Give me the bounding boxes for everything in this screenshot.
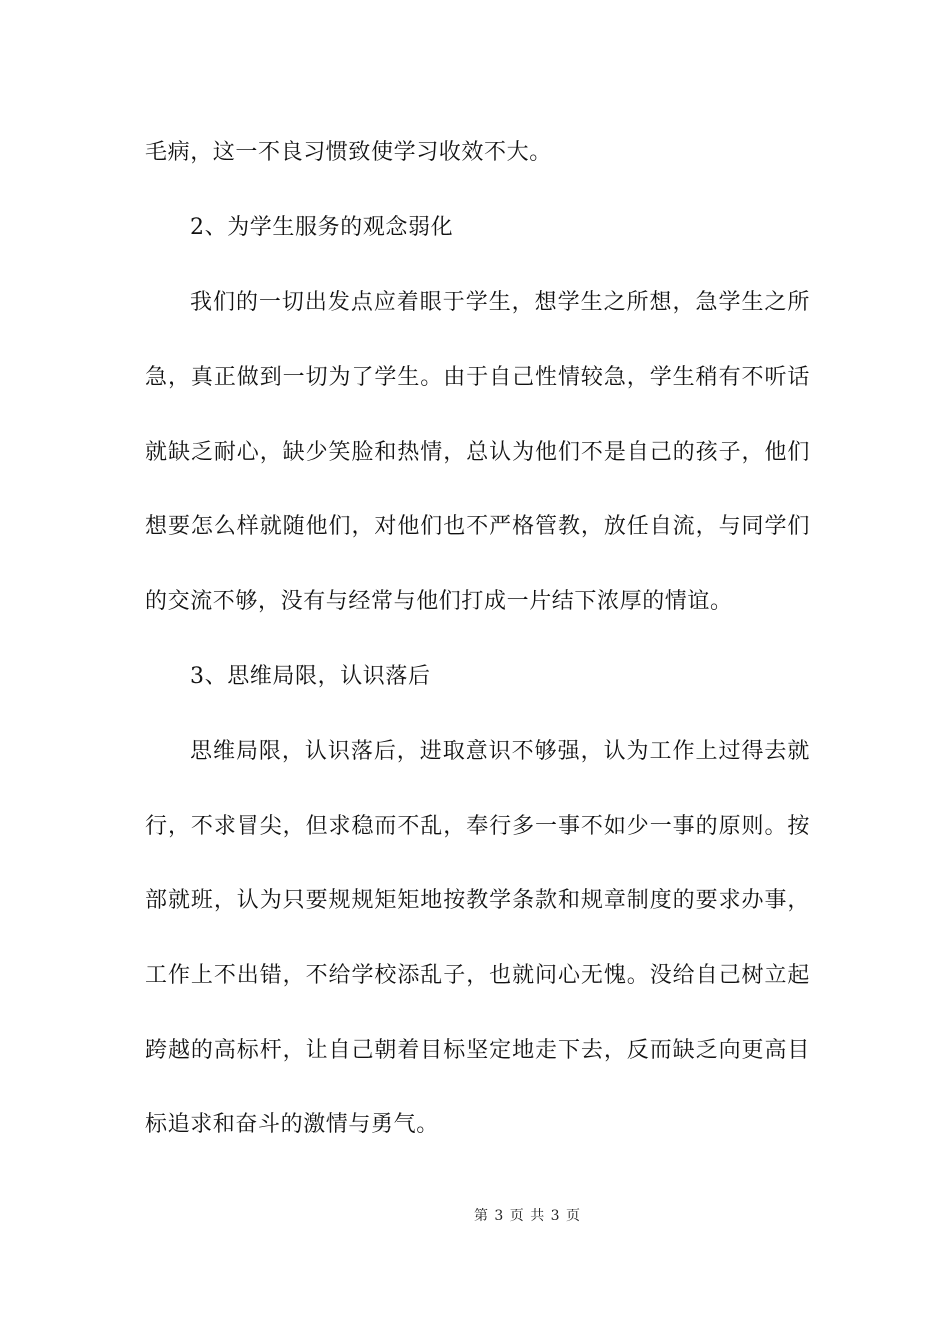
paragraph-line-1: 毛病，这一不良习惯致使学习收效不大。 bbox=[145, 140, 552, 165]
paragraph-line-3: 我们的一切出发点应着眼于学生，想学生之所想，急学生之所 bbox=[190, 290, 810, 315]
paragraph-line-4: 急，真正做到一切为了学生。由于自己性情较急，学生稍有不听话 bbox=[145, 365, 810, 390]
paragraph-line-6: 想要怎么样就随他们，对他们也不严格管教，放任自流，与同学们 bbox=[145, 514, 810, 539]
paragraph-line-13: 跨越的高标杆，让自己朝着目标坚定地走下去，反而缺乏向更高目 bbox=[145, 1038, 810, 1063]
paragraph-line-7: 的交流不够，没有与经常与他们打成一片结下浓厚的情谊。 bbox=[145, 589, 733, 614]
paragraph-line-14: 标追求和奋斗的激情与勇气。 bbox=[145, 1112, 439, 1137]
section-heading-2: 2、为学生服务的观念弱化 bbox=[190, 215, 454, 240]
page-number-footer: 第 3 页 共 3 页 bbox=[473, 1208, 582, 1224]
paragraph-line-5: 就缺乏耐心，缺少笑脸和热情，总认为他们不是自己的孩子，他们 bbox=[145, 440, 810, 465]
paragraph-line-10: 行，不求冒尖，但求稳而不乱，奉行多一事不如少一事的原则。按 bbox=[145, 814, 810, 839]
paragraph-line-11: 部就班，认为只要规规矩矩地按教学条款和规章制度的要求办事， bbox=[145, 888, 810, 913]
section-heading-3: 3、思维局限，认识落后 bbox=[190, 664, 431, 689]
paragraph-line-12: 工作上不出错，不给学校添乱子，也就问心无愧。没给自己树立起 bbox=[145, 963, 810, 988]
paragraph-line-9: 思维局限，认识落后，进取意识不够强，认为工作上过得去就 bbox=[190, 739, 810, 764]
